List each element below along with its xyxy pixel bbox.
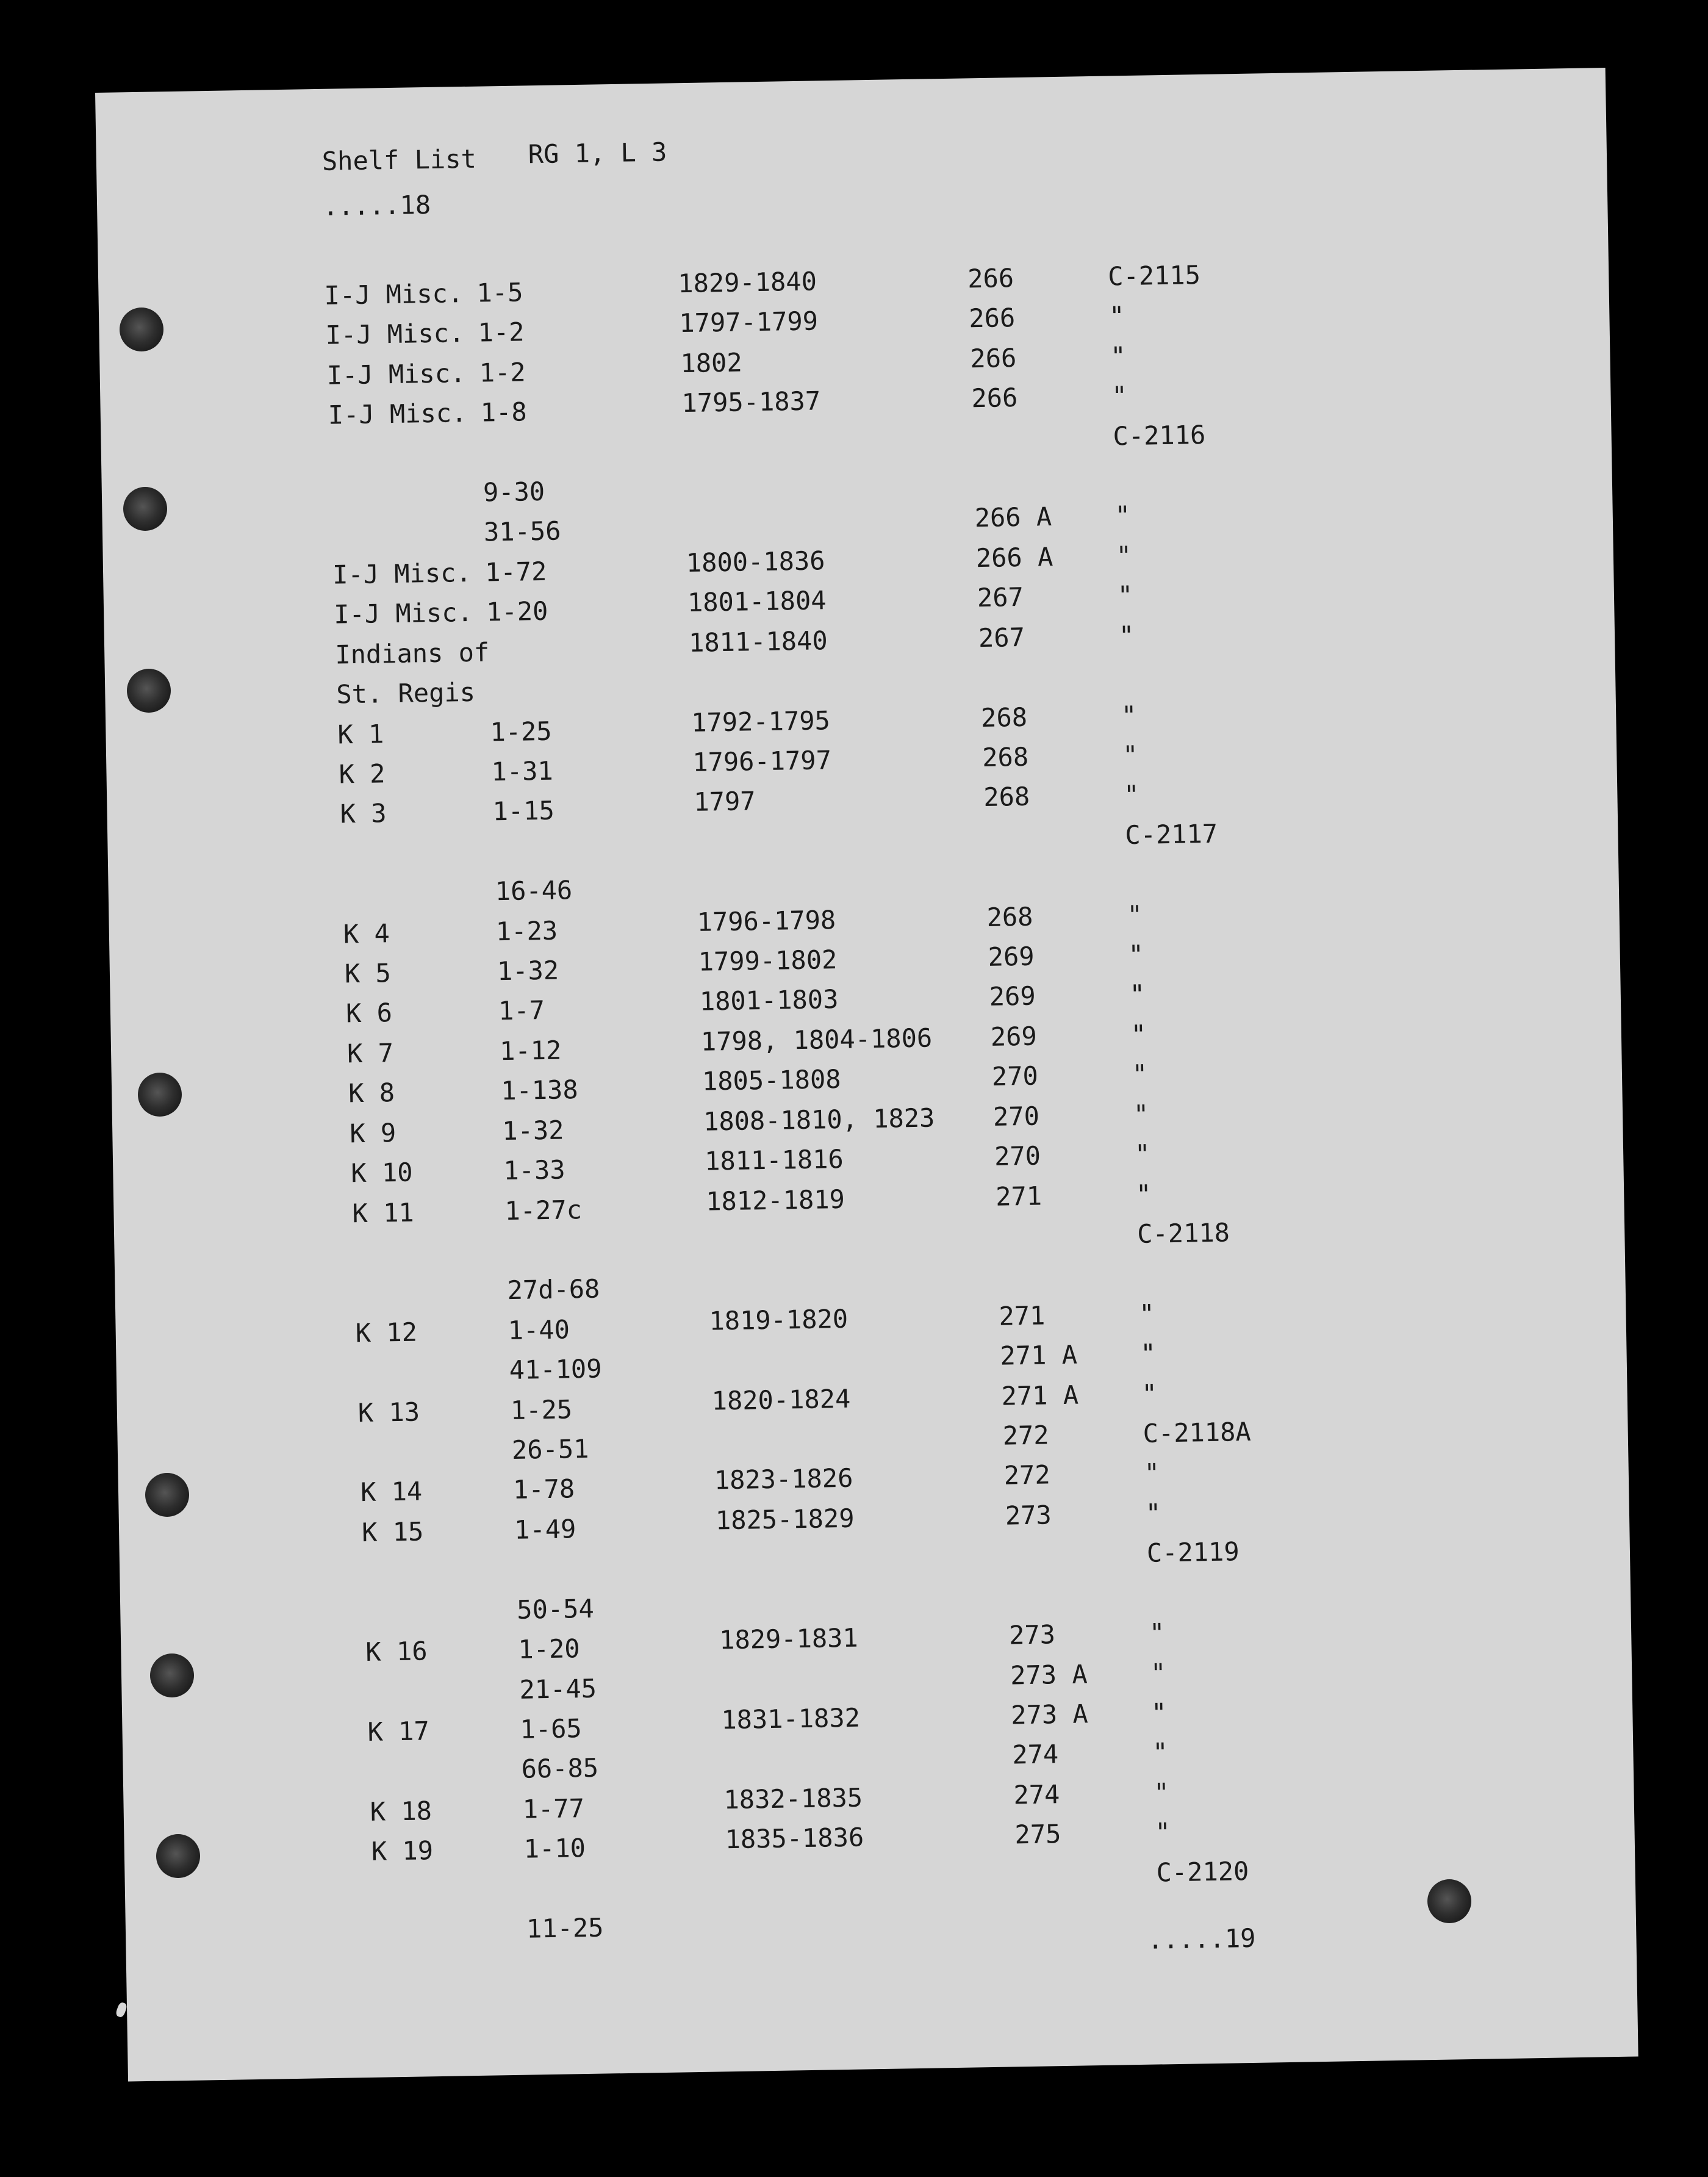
row-volume: 274 xyxy=(1013,1779,1060,1810)
row-label: I-J Misc. xyxy=(332,557,472,590)
row-range: 1-25 xyxy=(490,716,553,747)
row-reel: " xyxy=(1144,1458,1160,1488)
watermark-text: ​ xyxy=(984,1463,986,1571)
row-label: K 4 xyxy=(343,918,390,949)
row-dates: 1800-1836 xyxy=(686,545,825,578)
row-reel: " xyxy=(1129,979,1146,1010)
row-label: K 2 xyxy=(339,758,386,790)
row-volume: 274 xyxy=(1011,1739,1059,1770)
binder-hole xyxy=(150,1653,194,1697)
row-dates: 1801-1804 xyxy=(687,585,827,618)
row-volume: 273 A xyxy=(1010,1659,1088,1691)
row-range: 1-23 xyxy=(495,915,558,947)
row-dates: 1832-1835 xyxy=(723,1782,863,1815)
row-range: 1-77 xyxy=(522,1793,585,1824)
row-label: K 18 xyxy=(370,1796,432,1827)
row-range: 1-15 xyxy=(492,795,555,827)
row-range: 1-31 xyxy=(491,755,554,787)
row-volume: 272 xyxy=(1003,1459,1051,1491)
continued-to-marker: .....19 xyxy=(1147,1923,1256,1955)
row-label: K 10 xyxy=(351,1157,413,1189)
row-label: K 5 xyxy=(344,958,392,989)
row-label: I-J Misc. xyxy=(328,397,467,430)
row-dates: 1798, 1804-1806 xyxy=(700,1023,933,1057)
row-dates: 1805-1808 xyxy=(702,1063,841,1096)
row-range: 21-45 xyxy=(519,1673,597,1705)
row-dates: 1811-1840 xyxy=(688,625,828,658)
row-reel: " xyxy=(1155,1817,1171,1848)
row-reel: " xyxy=(1141,1378,1158,1409)
row-range: 11-25 xyxy=(526,1912,604,1944)
row-reel: C-2118A xyxy=(1143,1416,1252,1448)
row-range: 1-7 xyxy=(498,995,545,1026)
row-volume: 268 xyxy=(983,781,1030,813)
row-dates: 1796-1797 xyxy=(692,745,832,777)
row-reel: C-2119 xyxy=(1146,1536,1240,1568)
row-label: K 3 xyxy=(340,798,387,829)
row-reel: " xyxy=(1152,1737,1169,1768)
row-volume: 271 A xyxy=(1000,1339,1078,1371)
row-volume: 271 A xyxy=(1001,1380,1079,1411)
row-range: 1-65 xyxy=(520,1713,583,1744)
row-label: K 16 xyxy=(365,1636,428,1667)
row-reel: " xyxy=(1140,1338,1157,1369)
row-label: K 8 xyxy=(348,1078,395,1109)
row-label: I-J Misc. xyxy=(333,597,473,630)
row-label: I-J Misc. xyxy=(324,278,464,311)
row-reel: " xyxy=(1133,1099,1149,1130)
record-group-code: RG 1, L 3 xyxy=(528,137,667,170)
row-dates: 1820-1824 xyxy=(711,1383,851,1416)
row-range: 41-109 xyxy=(509,1353,602,1386)
row-dates: 1797 xyxy=(694,786,756,817)
binder-hole xyxy=(127,669,171,713)
row-volume: 273 xyxy=(1008,1619,1056,1650)
row-reel: C-2118 xyxy=(1136,1217,1230,1249)
row-volume: 269 xyxy=(989,981,1036,1012)
row-label: K 13 xyxy=(357,1397,420,1428)
row-range: 9-30 xyxy=(483,476,545,508)
row-range: 1-2 xyxy=(479,357,526,388)
row-dates: 1811-1816 xyxy=(704,1143,844,1176)
row-range: 16-46 xyxy=(495,875,573,907)
row-volume: 275 xyxy=(1014,1819,1061,1850)
row-range: 1-32 xyxy=(497,955,559,987)
row-dates: 1812-1819 xyxy=(705,1184,845,1217)
row-label: K 15 xyxy=(361,1516,424,1548)
row-reel: " xyxy=(1150,1697,1167,1728)
row-dates: 1831-1832 xyxy=(720,1702,861,1735)
binder-hole xyxy=(156,1834,200,1878)
row-reel: " xyxy=(1121,700,1137,731)
row-volume: 266 xyxy=(971,382,1018,414)
row-label: K 9 xyxy=(349,1118,396,1149)
row-range: 1-78 xyxy=(512,1474,575,1505)
row-reel: " xyxy=(1134,1139,1150,1169)
row-range: 1-10 xyxy=(523,1833,586,1864)
row-volume: 268 xyxy=(981,741,1029,773)
row-reel: C-2116 xyxy=(1113,419,1206,452)
row-range: 26-51 xyxy=(511,1433,589,1465)
row-dates: 1823-1826 xyxy=(714,1463,853,1495)
row-range: 50-54 xyxy=(516,1593,595,1625)
binder-hole xyxy=(138,1073,182,1117)
row-reel: C-2117 xyxy=(1124,818,1218,851)
binder-hole xyxy=(123,487,167,531)
row-volume: 266 A xyxy=(974,502,1052,533)
row-range: 66-85 xyxy=(521,1752,599,1784)
row-volume: 268 xyxy=(980,702,1028,733)
row-dates: 1829-1840 xyxy=(677,266,817,299)
row-range: 1-5 xyxy=(476,277,523,308)
row-reel: " xyxy=(1111,381,1128,411)
row-dates: 1825-1829 xyxy=(715,1503,855,1536)
row-volume: 266 xyxy=(967,263,1014,294)
row-range: 1-2 xyxy=(478,317,525,348)
row-range: 1-138 xyxy=(500,1074,579,1106)
row-range: 1-40 xyxy=(508,1314,570,1346)
row-label: St. Regis xyxy=(336,677,476,710)
row-label: K 1 xyxy=(337,719,384,750)
row-reel: " xyxy=(1139,1298,1155,1329)
row-label: K 17 xyxy=(367,1716,430,1747)
binder-hole xyxy=(1427,1879,1471,1923)
shelf-list-title: Shelf List xyxy=(321,143,477,176)
row-reel: " xyxy=(1110,341,1127,372)
row-range: 1-8 xyxy=(480,397,528,428)
row-reel: C-2120 xyxy=(1156,1856,1249,1888)
row-dates: 1797-1799 xyxy=(678,306,819,339)
row-label: K 7 xyxy=(346,1038,394,1069)
row-dates: 1829-1831 xyxy=(719,1622,859,1655)
row-volume: 267 xyxy=(978,622,1025,653)
row-label: I-J Misc. xyxy=(325,318,465,350)
row-label: K 19 xyxy=(371,1835,434,1866)
row-reel: " xyxy=(1123,779,1140,810)
row-range: 1-49 xyxy=(514,1514,576,1545)
row-reel: " xyxy=(1135,1179,1152,1209)
continued-from-marker: .....18 xyxy=(322,189,431,221)
row-reel: " xyxy=(1108,301,1125,331)
row-volume: 268 xyxy=(986,901,1033,932)
row-reel: " xyxy=(1130,1019,1147,1050)
row-dates: 1792-1795 xyxy=(691,705,831,738)
row-volume: 270 xyxy=(994,1140,1041,1171)
row-range: 1-20 xyxy=(486,596,548,627)
row-reel: " xyxy=(1116,540,1132,571)
row-reel: " xyxy=(1149,1617,1165,1648)
row-volume: 270 xyxy=(992,1101,1040,1132)
row-reel: " xyxy=(1150,1658,1166,1688)
binder-hole xyxy=(145,1473,189,1517)
row-reel: " xyxy=(1154,1777,1170,1808)
row-volume: 269 xyxy=(990,1021,1038,1052)
row-range: 1-20 xyxy=(517,1633,580,1664)
row-range: 1-27c xyxy=(504,1195,583,1226)
row-reel: " xyxy=(1132,1059,1148,1090)
row-range: 27d-68 xyxy=(507,1273,600,1306)
row-dates: 1795-1837 xyxy=(681,386,821,419)
row-reel: " xyxy=(1145,1498,1161,1528)
row-range: 1-12 xyxy=(499,1035,562,1067)
row-dates: 1801-1803 xyxy=(699,984,839,1017)
row-range: 1-25 xyxy=(510,1394,573,1426)
row-dates: 1799-1802 xyxy=(698,945,838,977)
row-range: 1-72 xyxy=(484,556,547,588)
row-label: K 11 xyxy=(352,1197,415,1229)
row-volume: 266 A xyxy=(975,542,1053,574)
row-reel: " xyxy=(1117,580,1133,611)
row-reel: " xyxy=(1128,939,1144,970)
row-volume: 267 xyxy=(977,581,1024,613)
document-page xyxy=(95,68,1638,2082)
row-label: K 14 xyxy=(360,1476,423,1508)
row-reel: " xyxy=(1118,620,1135,651)
row-dates: 1835-1836 xyxy=(725,1822,864,1855)
row-range: 31-56 xyxy=(483,516,561,547)
binder-hole xyxy=(120,308,163,351)
row-range: 1-33 xyxy=(503,1154,565,1186)
row-volume: 273 xyxy=(1005,1500,1052,1531)
scan-speck xyxy=(115,2001,127,2018)
row-reel: C-2115 xyxy=(1107,260,1201,292)
row-label: K 6 xyxy=(345,998,393,1029)
row-reel: " xyxy=(1122,739,1138,771)
row-volume: 271 xyxy=(999,1300,1046,1331)
row-label: I-J Misc. xyxy=(326,358,466,390)
row-volume: 266 xyxy=(970,343,1017,374)
row-dates: 1808-1810, 1823 xyxy=(703,1103,935,1137)
row-volume: 266 xyxy=(968,303,1016,334)
row-volume: 272 xyxy=(1002,1420,1049,1451)
row-volume: 271 xyxy=(995,1181,1042,1212)
row-label: Indians of xyxy=(334,637,490,670)
row-dates: 1796-1798 xyxy=(697,905,836,937)
row-reel: " xyxy=(1114,500,1131,531)
row-volume: 273 A xyxy=(1010,1699,1089,1730)
row-dates: 1802 xyxy=(680,347,743,379)
row-label: K 12 xyxy=(355,1317,418,1348)
row-reel: " xyxy=(1127,899,1143,930)
row-volume: 270 xyxy=(991,1060,1039,1092)
row-range: 1-32 xyxy=(501,1115,564,1146)
row-volume: 269 xyxy=(988,941,1035,972)
row-dates: 1819-1820 xyxy=(709,1303,849,1336)
